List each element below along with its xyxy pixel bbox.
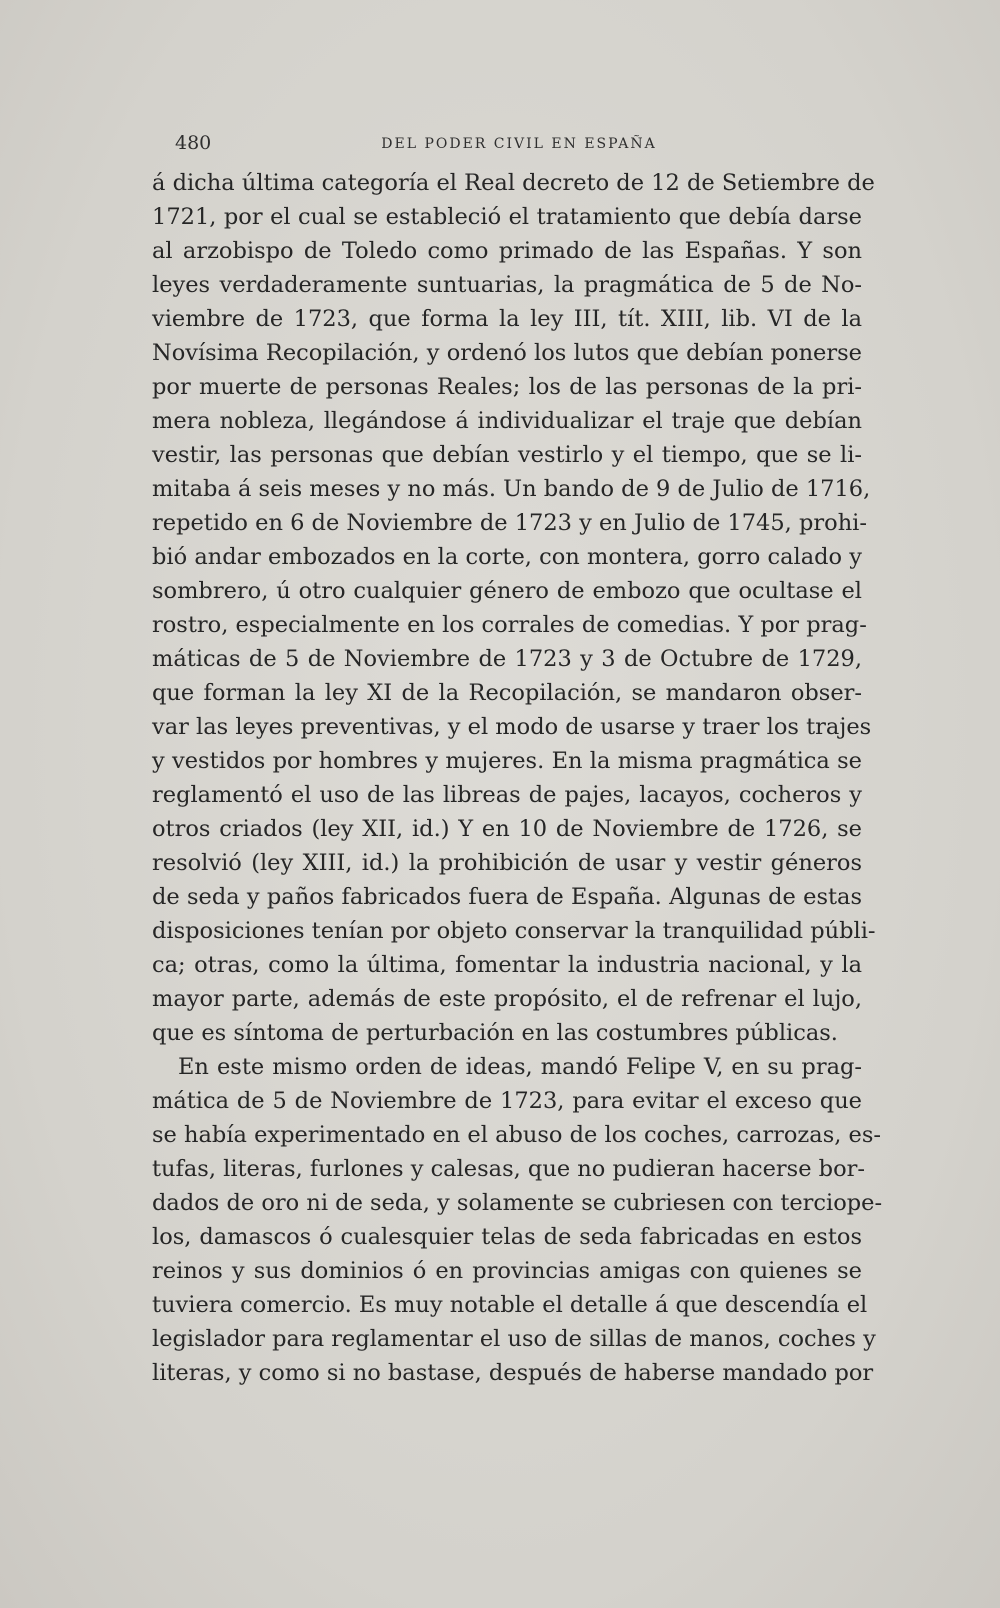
text-line: por muerte de personas Reales; los de las personas de la pri-: [152, 374, 862, 400]
text-line: los, damascos ó cualesquier telas de seda fabricadas en estos: [152, 1224, 862, 1250]
text-line: dados de oro ni de seda, y solamente se cubriesen con terciope-: [152, 1190, 883, 1216]
paragraph-1: [152, 166, 876, 1050]
text-line: tufas, literas, furlones y calesas, que no pudieran hacerse bor-: [152, 1156, 865, 1182]
text-line: mática de 5 de Noviembre de 1723, para evitar el exceso que: [152, 1088, 862, 1114]
text-line: vestir, las personas que debían vestirlo y el tiempo, que se li-: [152, 442, 862, 468]
page-number: 480: [175, 132, 212, 154]
text-line: sombrero, ú otro cualquier género de embozo que ocultase el: [152, 578, 862, 604]
running-head-title: DEL PODER CIVIL EN ESPAÑA: [381, 136, 657, 152]
text-line: Novísima Recopilación, y ordenó los lutos que debían ponerse: [152, 340, 862, 366]
text-line: se había experimentado en el abuso de los coches, carrozas, es-: [152, 1122, 882, 1148]
text-line: resolvió (ley XIII, id.) la prohibición de usar y vestir géneros: [152, 850, 862, 876]
text-line: mera nobleza, llegándose á individualizar el traje que debían: [152, 408, 862, 434]
text-line: var las leyes preventivas, y el modo de usarse y traer los trajes: [152, 714, 872, 740]
paragraph-2: [152, 1050, 883, 1390]
running-head: [175, 132, 863, 162]
text-line: bió andar embozados en la corte, con montera, gorro calado y: [152, 544, 862, 570]
text-line: leyes verdaderamente suntuarias, la pragmática de 5 de No-: [152, 272, 862, 298]
text-line: de seda y paños fabricados fuera de España. Algunas de estas: [152, 884, 862, 910]
text-line: mitaba á seis meses y no más. Un bando de 9 de Julio de 1716,: [152, 476, 871, 502]
text-line: tuviera comercio. Es muy notable el detalle á que descendía el: [152, 1292, 868, 1318]
text-line: rostro, especialmente en los corrales de comedias. Y por prag-: [152, 612, 867, 638]
text-line: que forman la ley XI de la Recopilación, se mandaron obser-: [152, 680, 862, 706]
text-line: En este mismo orden de ideas, mandó Felipe V, en su prag-: [178, 1054, 862, 1080]
text-line: reinos y sus dominios ó en provincias amigas con quienes se: [152, 1258, 862, 1284]
text-line: otros criados (ley XII, id.) Y en 10 de Noviembre de 1726, se: [152, 816, 862, 842]
text-line: al arzobispo de Toledo como primado de las Españas. Y son: [152, 238, 862, 264]
text-line: y vestidos por hombres y mujeres. En la misma pragmática se: [152, 748, 862, 774]
text-line: ca; otras, como la última, fomentar la industria nacional, y la: [152, 952, 862, 978]
text-line: literas, y como si no bastase, después de haberse mandado por: [152, 1360, 874, 1386]
text-line: viembre de 1723, que forma la ley III, tít. XIII, lib. VI de la: [152, 306, 862, 332]
text-line: reglamentó el uso de las libreas de pajes, lacayos, cocheros y: [152, 782, 862, 808]
text-line: disposiciones tenían por objeto conservar la tranquilidad públi-: [152, 918, 876, 944]
text-line: que es síntoma de perturbación en las costumbres públicas.: [152, 1020, 838, 1046]
body-text: [152, 166, 883, 1390]
text-line: á dicha última categoría el Real decreto de 12 de Setiembre de: [152, 170, 875, 196]
text-line: repetido en 6 de Noviembre de 1723 y en Julio de 1745, prohi-: [152, 510, 867, 536]
text-line: legislador para reglamentar el uso de sillas de manos, coches y: [152, 1326, 876, 1352]
text-line: máticas de 5 de Noviembre de 1723 y 3 de Octubre de 1729,: [152, 646, 862, 672]
text-line: 1721, por el cual se estableció el tratamiento que debía darse: [152, 204, 862, 230]
text-line: mayor parte, además de este propósito, el de refrenar el lujo,: [152, 986, 862, 1012]
